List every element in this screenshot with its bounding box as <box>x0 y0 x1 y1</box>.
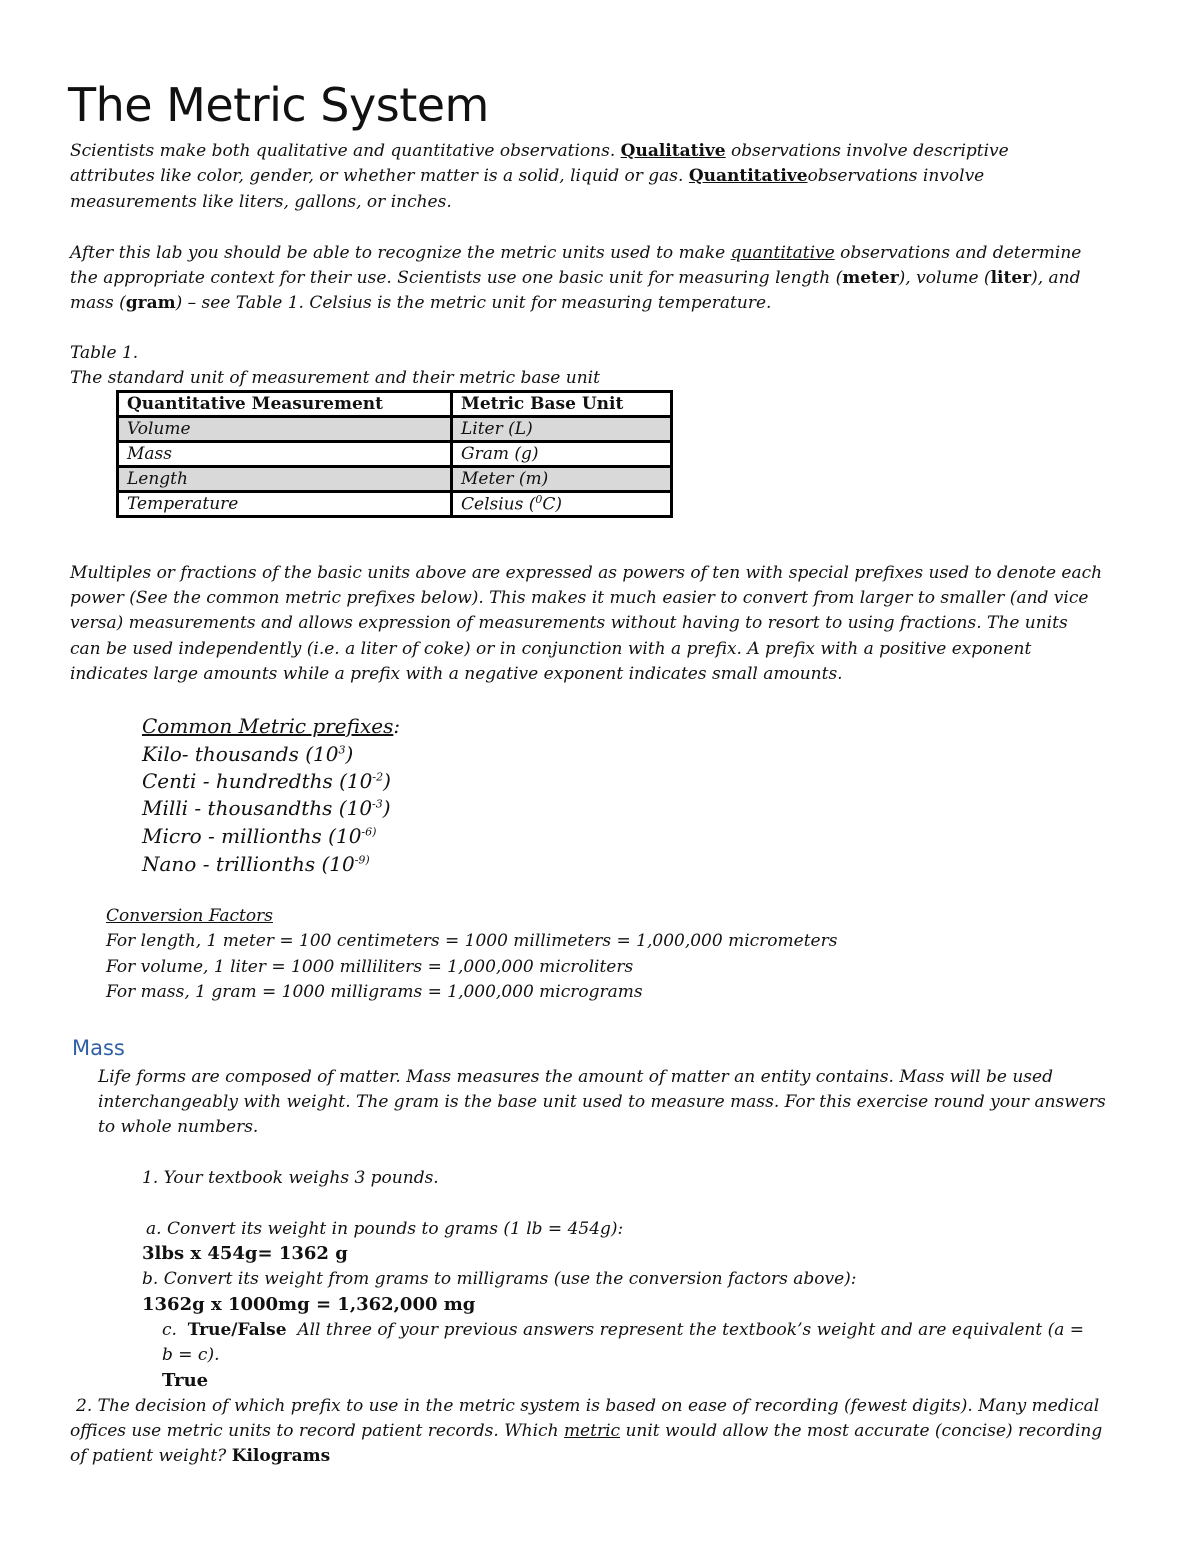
prefix-text: Milli - thousandths (10 <box>142 796 373 820</box>
para2-line-3 <box>70 293 771 313</box>
conversion-line-mass: For mass, 1 gram = 1000 milligrams = 1,000,000 micrograms <box>106 982 643 1002</box>
prefix-text: Nano - trillionths (10 <box>142 852 355 876</box>
mass-line: to whole numbers. <box>98 1117 259 1137</box>
para2-text: the appropriate context for their use. Scientists use one basic unit for measuring length ( <box>70 268 843 288</box>
prefix-text: Micro - millionths (10 <box>142 824 362 848</box>
para2-text: ), volume ( <box>898 268 991 288</box>
para2-line-2 <box>70 268 1081 288</box>
prefix-item-milli <box>142 796 391 820</box>
gram-term: gram <box>125 293 176 313</box>
celsius-text: Celsius ( <box>461 494 536 515</box>
table-row <box>118 442 672 467</box>
multiples-line: power (See the common metric prefixes below). This makes it much easier to convert from larger to smaller (and vice <box>70 588 1089 608</box>
table-row <box>118 492 672 517</box>
quantitative-underlined: quantitative <box>730 243 835 263</box>
mass-heading: Mass <box>72 1036 125 1060</box>
question-2-line-1: 2. The decision of which prefix to use in the metric system is based on ease of recording (fewest digits). Many medical <box>76 1396 1100 1416</box>
prefix-exponent: -2 <box>372 770 384 784</box>
intro-line-1 <box>70 141 1009 161</box>
question-2-line-2 <box>70 1421 1102 1441</box>
table-cell: Length <box>118 467 452 492</box>
table-cell: Meter (m) <box>452 467 672 492</box>
question-2-text: unit would allow the most accurate (concise) recording <box>625 1421 1103 1441</box>
qualitative-term: Qualitative <box>620 141 726 161</box>
question-1c-label: c. <box>162 1320 177 1340</box>
multiples-line: indicates large amounts while a prefix with a negative exponent indicates small amounts. <box>70 664 843 684</box>
prefix-end: ) <box>345 742 354 766</box>
prefix-item-centi <box>142 769 391 793</box>
table-header-row <box>118 392 672 417</box>
prefix-exponent: 3 <box>338 743 346 757</box>
question-2-text: offices use metric units to record patient records. Which <box>70 1421 559 1441</box>
intro-text: observations involve descriptive <box>731 141 1009 161</box>
table-row <box>118 417 672 442</box>
question-1a: a. Convert its weight in pounds to grams (1 lb = 454g): <box>146 1219 624 1239</box>
answer-1c: True <box>162 1370 209 1391</box>
liter-term: liter <box>990 268 1032 288</box>
prefix-item-micro <box>142 824 376 848</box>
question-1b: b. Convert its weight from grams to milligrams (use the conversion factors above): <box>142 1269 857 1289</box>
prefix-item-kilo <box>142 742 353 766</box>
page-title: The Metric System <box>68 78 489 132</box>
intro-text: observations involve <box>807 166 985 186</box>
prefix-end: ) <box>383 769 391 793</box>
table-cell: Liter (L) <box>452 417 672 442</box>
table-cell: Gram (g) <box>452 442 672 467</box>
multiples-line: versa) measurements and allows expression of measurements without having to resort to using fractions. The units <box>70 613 1068 633</box>
question-1c-line-2: b = c). <box>162 1345 220 1365</box>
answer-1a: 3lbs x 454g= 1362 g <box>142 1243 348 1264</box>
answer-2: Kilograms <box>231 1446 331 1466</box>
prefixes-title <box>142 714 400 738</box>
prefix-exponent: -9) <box>354 853 370 867</box>
prefix-item-nano <box>142 852 370 876</box>
table-cell <box>452 492 672 517</box>
question-1c-text: All three of your previous answers represent the textbook’s weight and are equivalent (a = <box>297 1320 1085 1340</box>
table-cell: Temperature <box>118 492 452 517</box>
table-cell: Volume <box>118 417 452 442</box>
intro-text: Scientists make both qualitative and quantitative observations. <box>70 141 616 161</box>
para2-text: ) – see Table 1. Celsius is the metric unit for measuring temperature. <box>175 293 772 313</box>
multiples-line: Multiples or fractions of the basic units above are expressed as powers of ten with special prefixes used to denote each <box>70 563 1103 583</box>
question-1: 1. Your textbook weighs 3 pounds. <box>142 1168 439 1188</box>
conversion-line-length: For length, 1 meter = 100 centimeters = 1000 millimeters = 1,000,000 micrometers <box>106 931 838 951</box>
true-false-label: True/False <box>187 1320 287 1340</box>
table-cell: Mass <box>118 442 452 467</box>
table-header: Metric Base Unit <box>452 392 672 417</box>
para2-text: mass ( <box>70 293 126 313</box>
prefix-end: ) <box>382 796 391 820</box>
meter-term: meter <box>842 268 899 288</box>
question-2-line-3 <box>70 1446 330 1466</box>
quantitative-term: Quantitative <box>688 166 808 186</box>
conversion-title: Conversion Factors <box>106 906 273 926</box>
para2-text: ), and <box>1031 268 1081 288</box>
prefix-exponent: -6) <box>361 825 377 839</box>
table-caption: The standard unit of measurement and their metric base unit <box>70 368 600 388</box>
prefixes-title-text: Common Metric prefixes <box>142 714 394 738</box>
prefix-text: Centi - hundredths (10 <box>142 769 373 793</box>
intro-line-3: measurements like liters, gallons, or inches. <box>70 192 452 212</box>
para2-text: After this lab you should be able to recognize the metric units used to make <box>70 243 726 263</box>
para2-line-1 <box>70 243 1081 263</box>
multiples-line: can be used independently (i.e. a liter of coke) or in conjunction with a prefix. A prefix with a positive exponent <box>70 639 1032 659</box>
question-2-text: of patient weight? <box>70 1446 227 1466</box>
celsius-text-end: C) <box>542 494 563 515</box>
answer-1b: 1362g x 1000mg = 1,362,000 mg <box>142 1294 476 1315</box>
conversion-line-volume: For volume, 1 liter = 1000 milliliters = 1,000,000 microliters <box>106 957 634 977</box>
prefix-text: Kilo- thousands (10 <box>142 742 339 766</box>
mass-line: Life forms are composed of matter. Mass measures the amount of matter an entity contains. Mass will be used <box>98 1067 1053 1087</box>
table-label: Table 1. <box>70 343 139 363</box>
prefix-exponent: -3 <box>372 797 383 811</box>
intro-line-2 <box>70 166 984 186</box>
units-table <box>116 390 673 518</box>
question-1c <box>162 1320 1084 1340</box>
para2-text: observations and determine <box>840 243 1082 263</box>
metric-underlined: metric <box>563 1421 621 1441</box>
mass-line: interchangeably with weight. The gram is the base unit used to measure mass. For this exercise round your answers <box>98 1092 1106 1112</box>
intro-text: attributes like color, gender, or whether matter is a solid, liquid or gas. <box>70 166 684 186</box>
table-row <box>118 467 672 492</box>
degree-superscript: 0 <box>535 493 543 507</box>
prefixes-colon: : <box>393 714 401 738</box>
table-header: Quantitative Measurement <box>118 392 452 417</box>
